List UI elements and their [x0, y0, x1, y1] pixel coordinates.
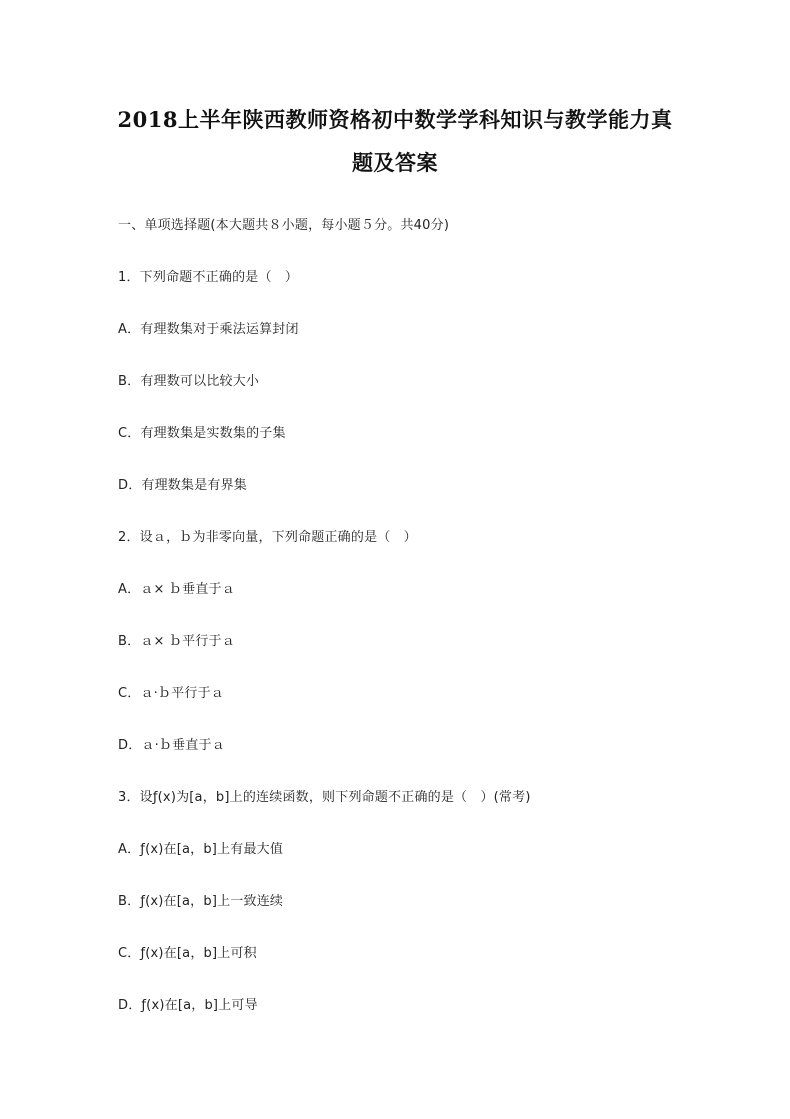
document-title-line-2: 题及答案	[352, 150, 438, 175]
question-1-option-d: D．有理数集是有界集	[118, 478, 248, 493]
question-3-stem: 3．设ƒ(x)为[a，b]上的连续函数，则下列命题不正确的是（ ）(常考)	[118, 790, 531, 805]
document-title-line-1: 2018上半年陕西教师资格初中数学学科知识与教学能力真	[117, 107, 673, 132]
question-3-option-a: A．ƒ(x)在[a，b]上有最大值	[118, 842, 284, 857]
question-2-option-c: C．ａ·ｂ平行于ａ	[118, 686, 225, 701]
section-heading: 一、单项选择题(本大题共８小题，每小题５分。共40分)	[118, 218, 450, 233]
question-3-option-b: B．ƒ(x)在[a，b]上一致连续	[118, 894, 284, 909]
question-1-option-c: C．有理数集是实数集的子集	[118, 426, 286, 441]
question-3-option-d: D．ƒ(x)在[a，b]上可导	[118, 998, 258, 1013]
question-3-option-c: C．ƒ(x)在[a，b]上可积	[118, 946, 257, 961]
question-2-stem: 2．设ａ，ｂ为非零向量，下列命题正确的是（ ）	[118, 530, 417, 545]
question-2-option-a: A．ａ× ｂ垂直于ａ	[118, 582, 235, 597]
question-1-stem: 1．下列命题不正确的是（ ）	[118, 270, 299, 285]
question-2-option-b: B．ａ× ｂ平行于ａ	[118, 634, 235, 649]
question-1-option-b: B．有理数可以比较大小	[118, 374, 260, 389]
question-1-option-a: A．有理数集对于乘法运算封闭	[118, 322, 299, 337]
question-2-option-d: D．ａ·ｂ垂直于ａ	[118, 738, 225, 753]
